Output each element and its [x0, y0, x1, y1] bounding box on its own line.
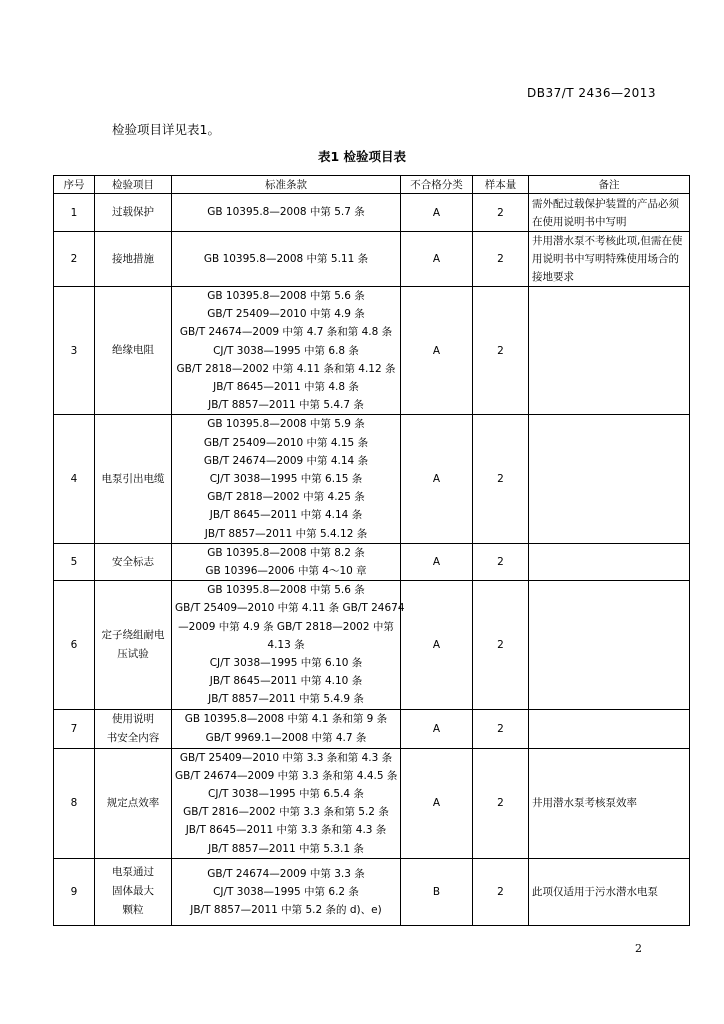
standard-line: GB 10395.8—2008 中第 5.6 条: [207, 584, 365, 597]
cell-no: 3: [54, 287, 95, 415]
standard-line: JB/T 8857—2011 中第 5.3.1 条: [208, 842, 364, 855]
header-item: 检验项目: [95, 176, 172, 194]
item-line: 压试验: [117, 647, 149, 660]
cell-class: A: [401, 194, 473, 232]
standard-line: JB/T 8857—2011 中第 5.2 条的 d)、e): [190, 903, 382, 916]
item-line: 电泵引出电缆: [101, 472, 165, 485]
cell-note: 井用潜水泵考核泵效率: [529, 748, 690, 858]
header-class: 不合格分类: [401, 176, 473, 194]
standard-line: 4.13 条: [267, 638, 305, 651]
table-row: [54, 543, 690, 580]
document-code: DB37/T 2436—2013: [526, 86, 656, 100]
cell-no: 5: [54, 543, 95, 580]
standard-line: GB/T 25409—2010 中第 3.3 条和第 4.3 条: [179, 751, 393, 764]
standard-line: JB/T 8857—2011 中第 5.4.7 条: [208, 399, 364, 412]
standard-line: GB/T 25409—2010 中第 4.9 条: [207, 308, 365, 321]
item-line: 规定点效率: [106, 796, 160, 809]
standard-line: CJ/T 3038—1995 中第 6.15 条: [209, 473, 363, 486]
table-body: [54, 194, 690, 926]
standard-line: —2009 中第 4.9 条 GB/T 2818—2002 中第: [178, 620, 394, 633]
standard-line: JB/T 8857—2011 中第 5.4.12 条: [204, 527, 368, 540]
item-line: 安全标志: [112, 555, 154, 568]
table-row: [54, 415, 690, 543]
item-line: 颗粒: [122, 904, 144, 917]
cell-item: [95, 543, 172, 580]
table-row: [54, 194, 690, 232]
standard-line: GB 10395.8—2008 中第 5.6 条: [207, 290, 365, 302]
standard-line: GB 10395.8—2008 中第 5.11 条: [203, 252, 369, 265]
cell-class: A: [401, 748, 473, 858]
cell-sample: 2: [473, 543, 529, 580]
table-header-row: [54, 176, 690, 194]
cell-sample: 2: [473, 232, 529, 287]
standard-line: GB 10396—2006 中第 4～10 章: [205, 565, 367, 578]
item-line: 电泵通过: [112, 866, 154, 879]
table-row: [54, 232, 690, 287]
table-caption: 表1 检验项目表: [317, 149, 407, 164]
standard-line: GB/T 25409—2010 中第 4.11 条 GB/T 24674: [175, 602, 405, 615]
standard-line: JB/T 8645—2011 中第 4.14 条: [209, 509, 363, 522]
standard-line: GB/T 9969.1—2008 中第 4.7 条: [205, 731, 367, 744]
table-row: [54, 858, 690, 925]
header-sample: 样本量: [473, 176, 529, 194]
cell-note: 井用潜水泵不考核此项,但需在使用说明书中写明特殊使用场合的接地要求: [529, 232, 690, 287]
cell-sample: 2: [473, 709, 529, 748]
cell-item: [95, 581, 172, 709]
standard-line: JB/T 8857—2011 中第 5.4.9 条: [208, 693, 364, 706]
standard-line: JB/T 8645—2011 中第 4.10 条: [209, 675, 363, 688]
cell-no: 1: [54, 194, 95, 232]
standard-line: GB/T 2816—2002 中第 3.3 条和第 5.2 条: [183, 806, 389, 819]
cell-no: 8: [54, 748, 95, 858]
cell-standard: [172, 415, 401, 543]
standard-line: GB/T 25409—2010 中第 4.15 条: [203, 436, 369, 449]
cell-sample: 2: [473, 287, 529, 415]
standard-line: GB 10395.8—2008 中第 5.9 条: [207, 418, 365, 431]
cell-note: [529, 581, 690, 709]
header-standard: 标准条款: [172, 176, 401, 194]
intro-text: 检验项目详见表1。: [112, 122, 220, 137]
table-row: [54, 748, 690, 858]
cell-standard: [172, 543, 401, 580]
standard-line: GB 10395.8—2008 中第 8.2 条: [207, 546, 365, 559]
cell-sample: 2: [473, 194, 529, 232]
cell-sample: 2: [473, 581, 529, 709]
standard-line: CJ/T 3038—1995 中第 6.8 条: [213, 344, 359, 357]
cell-standard: [172, 748, 401, 858]
cell-item: [95, 415, 172, 543]
cell-item: [95, 709, 172, 748]
cell-class: B: [401, 858, 473, 925]
standard-line: GB/T 24674—2009 中第 4.7 条和第 4.8 条: [179, 326, 393, 339]
cell-standard: [172, 287, 401, 415]
table-row: [54, 581, 690, 709]
table-row: [54, 287, 690, 415]
header-note: 备注: [529, 176, 690, 194]
cell-standard: [172, 709, 401, 748]
standard-line: GB/T 24674—2009 中第 3.3 条: [207, 867, 365, 880]
cell-item: [95, 287, 172, 415]
cell-no: 4: [54, 415, 95, 543]
cell-class: A: [401, 415, 473, 543]
cell-item: [95, 858, 172, 925]
header-no: 序号: [54, 176, 95, 194]
cell-no: 6: [54, 581, 95, 709]
cell-class: A: [401, 232, 473, 287]
cell-standard: [172, 858, 401, 925]
cell-class: A: [401, 581, 473, 709]
page-number: 2: [635, 942, 642, 955]
cell-class: A: [401, 287, 473, 415]
cell-no: 7: [54, 709, 95, 748]
table-row: [54, 709, 690, 748]
standard-line: GB/T 2818—2002 中第 4.25 条: [207, 491, 365, 504]
cell-item: [95, 748, 172, 858]
cell-note: 需外配过载保护装置的产品必须在使用说明书中写明: [529, 194, 690, 232]
standard-line: CJ/T 3038—1995 中第 6.10 条: [209, 657, 363, 670]
cell-item: [95, 194, 172, 232]
item-line: 固体最大: [112, 885, 154, 898]
cell-item: [95, 232, 172, 287]
standard-line: GB/T 24674—2009 中第 4.14 条: [203, 454, 369, 467]
standard-line: GB/T 24674—2009 中第 3.3 条和第 4.4.5 条: [175, 769, 398, 782]
standard-line: JB/T 8645—2011 中第 3.3 条和第 4.3 条: [185, 824, 387, 837]
item-line: 书安全内容: [106, 731, 160, 744]
item-line: 使用说明: [112, 712, 154, 725]
item-line: 接地措施: [112, 252, 154, 265]
cell-sample: 2: [473, 748, 529, 858]
cell-note: [529, 287, 690, 415]
cell-note: [529, 543, 690, 580]
cell-no: 9: [54, 858, 95, 925]
cell-class: A: [401, 709, 473, 748]
standard-line: JB/T 8645—2011 中第 4.8 条: [213, 381, 359, 394]
cell-standard: [172, 581, 405, 709]
cell-standard: [172, 194, 401, 232]
inspection-items-table: [53, 175, 690, 926]
cell-note: [529, 709, 690, 748]
item-line: 定子绕组耐电: [101, 628, 165, 641]
standard-line: CJ/T 3038—1995 中第 6.2 条: [213, 885, 359, 898]
cell-standard: [172, 232, 401, 287]
cell-note: 此项仅适用于污水潜水电泵: [529, 858, 690, 925]
standard-line: GB/T 2818—2002 中第 4.11 条和第 4.12 条: [176, 362, 396, 375]
cell-class: A: [401, 543, 473, 580]
cell-no: 2: [54, 232, 95, 287]
standard-line: GB 10395.8—2008 中第 4.1 条和第 9 条: [184, 713, 388, 726]
cell-sample: 2: [473, 858, 529, 925]
item-line: 绝缘电阻: [112, 344, 154, 357]
standard-line: CJ/T 3038—1995 中第 6.5.4 条: [208, 788, 364, 801]
cell-sample: 2: [473, 415, 529, 543]
cell-note: [529, 415, 690, 543]
standard-line: GB 10395.8—2008 中第 5.7 条: [207, 206, 365, 219]
item-line: 过载保护: [112, 206, 154, 218]
